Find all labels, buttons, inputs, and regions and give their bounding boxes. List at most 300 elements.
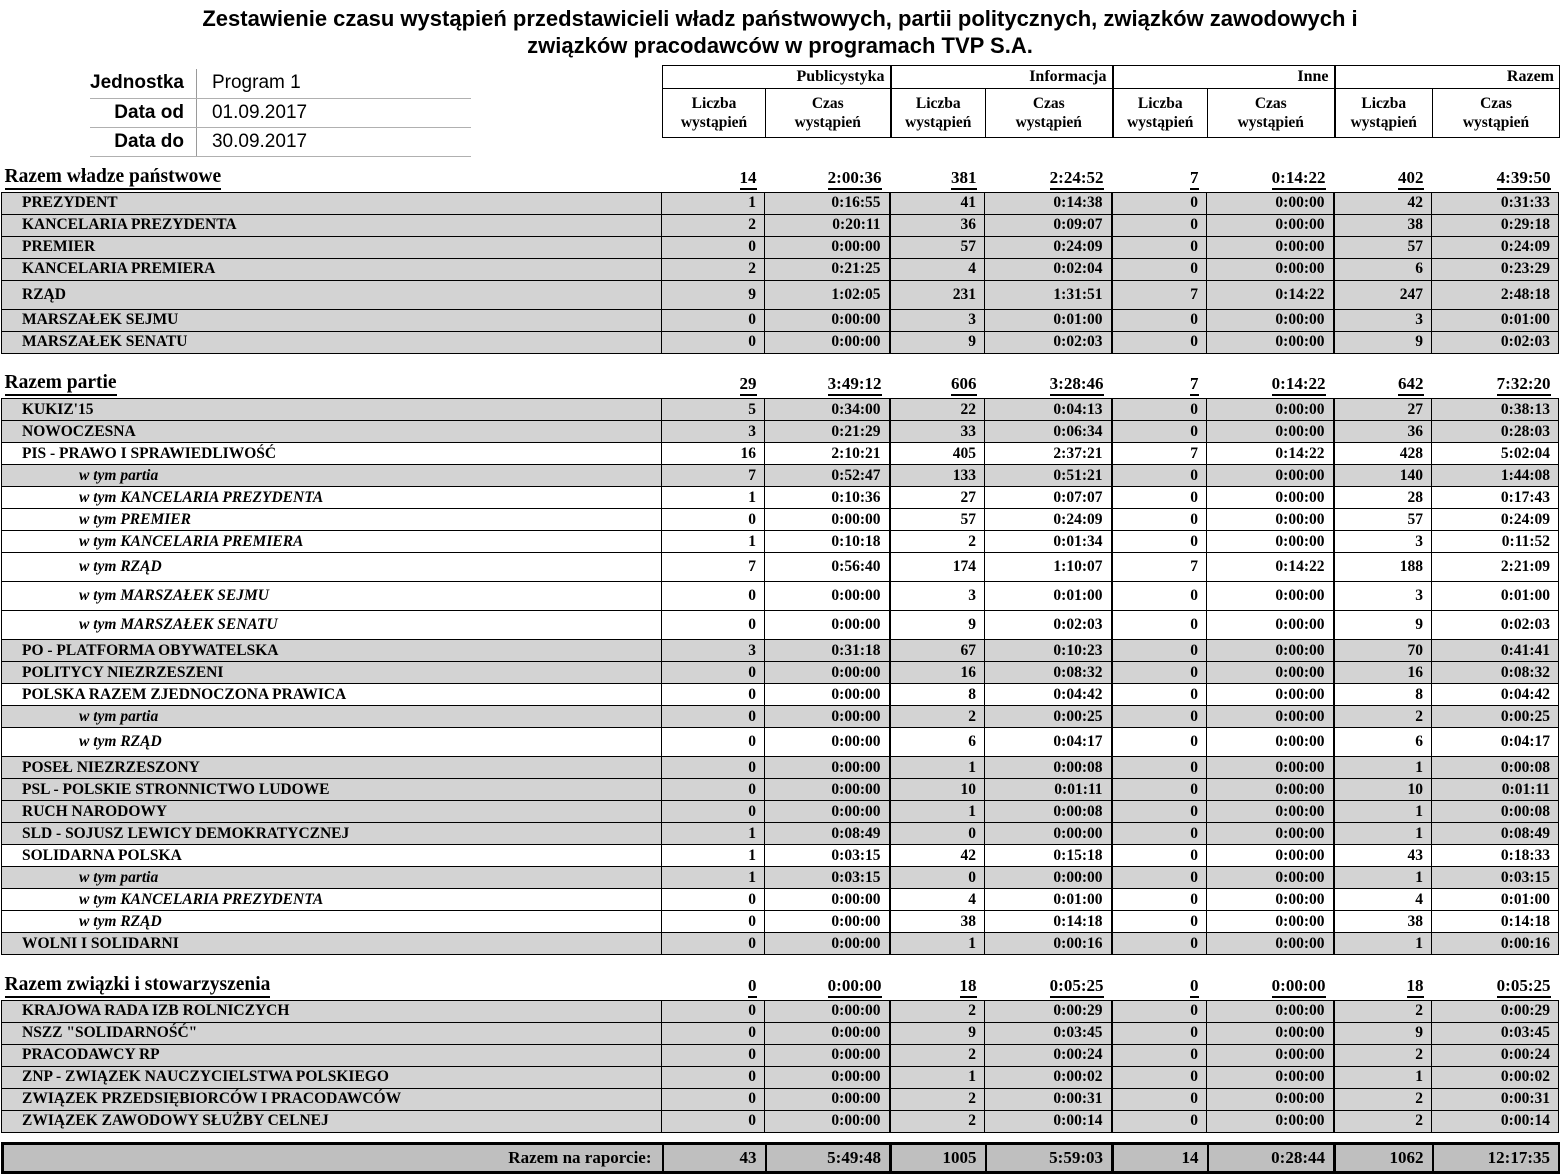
footer-value: 1005 [891, 1143, 986, 1172]
cell-liczba: 4 [890, 258, 985, 280]
section-table [1, 366, 1559, 956]
cell-liczba: 0 [662, 728, 765, 757]
cell-czas: 0:04:17 [1432, 728, 1559, 757]
cell-czas: 0:00:00 [765, 801, 890, 823]
cell-liczba: 6 [1334, 728, 1432, 757]
footer-value: 12:17:35 [1433, 1143, 1560, 1172]
cell-czas: 0:00:16 [985, 933, 1112, 955]
section-title-text: Razem związki i stowarzyszenia [5, 974, 271, 998]
cell-liczba: 3 [1334, 582, 1432, 611]
cell-liczba: 0 [1112, 1110, 1207, 1132]
column-group-4: Razem [1335, 66, 1560, 89]
cell-liczba: 0 [662, 757, 765, 779]
cell-czas: 0:14:18 [985, 911, 1112, 933]
cell-liczba: 9 [890, 331, 985, 353]
meta-row-data-do [90, 127, 471, 156]
section-totals-row [2, 366, 1559, 399]
table-row [2, 509, 1559, 531]
cell-liczba: 0 [1112, 582, 1207, 611]
section-total [662, 366, 765, 399]
cell-czas: 0:00:00 [765, 331, 890, 353]
row-label: MARSZAŁEK SENATU [2, 331, 662, 353]
table-row [2, 611, 1559, 640]
cell-czas: 0:00:00 [1207, 1000, 1334, 1022]
cell-czas: 0:14:18 [1432, 911, 1559, 933]
cell-liczba: 10 [890, 779, 985, 801]
cell-liczba: 0 [662, 309, 765, 331]
cell-liczba: 1 [1334, 933, 1432, 955]
cell-czas: 0:10:18 [765, 531, 890, 553]
cell-liczba: 1 [1334, 823, 1432, 845]
cell-czas: 0:02:03 [985, 611, 1112, 640]
cell-liczba: 36 [1334, 421, 1432, 443]
section-total-value: 7:32:20 [1497, 374, 1551, 396]
cell-liczba: 0 [662, 1088, 765, 1110]
cell-liczba: 0 [1112, 757, 1207, 779]
row-label: PIS - PRAWO I SPRAWIEDLIWOŚĆ [2, 443, 662, 465]
section-total [1334, 366, 1432, 399]
cell-czas: 0:16:55 [765, 192, 890, 214]
meta-row-data-od [90, 98, 471, 127]
cell-czas: 0:03:15 [1432, 867, 1559, 889]
cell-czas: 0:04:17 [985, 728, 1112, 757]
cell-czas: 0:00:00 [1207, 889, 1334, 911]
cell-liczba: 57 [1334, 236, 1432, 258]
cell-liczba: 57 [1334, 509, 1432, 531]
subheader-line: Czas [1254, 95, 1287, 112]
section-total [765, 159, 890, 192]
row-label: SLD - SOJUSZ LEWICY DEMOKRATYCZNEJ [2, 823, 662, 845]
row-label: ZNP - ZWIĄZEK NAUCZYCIELSTWA POLSKIEGO [2, 1066, 662, 1088]
section-total [1112, 366, 1207, 399]
section-total-value: 381 [951, 168, 977, 190]
cell-czas: 0:00:14 [985, 1110, 1112, 1132]
cell-liczba: 28 [1334, 487, 1432, 509]
cell-liczba: 9 [1334, 331, 1432, 353]
cell-liczba: 7 [662, 553, 765, 582]
sections-container [0, 159, 1560, 1133]
columns-header-table [662, 65, 1560, 138]
cell-czas: 0:00:24 [985, 1044, 1112, 1066]
cell-czas: 0:01:00 [985, 582, 1112, 611]
cell-czas: 0:00:00 [1207, 684, 1334, 706]
meta-label: Data do [90, 127, 196, 156]
section-total-value: 4:39:50 [1497, 168, 1551, 190]
table-row [2, 1066, 1559, 1088]
cell-liczba: 0 [1112, 465, 1207, 487]
cell-czas: 0:04:42 [1432, 684, 1559, 706]
cell-liczba: 0 [1112, 889, 1207, 911]
meta-value: 01.09.2017 [196, 98, 471, 127]
cell-liczba: 0 [890, 867, 985, 889]
cell-czas: 0:00:00 [765, 911, 890, 933]
cell-liczba: 0 [662, 331, 765, 353]
section-total [1207, 159, 1334, 192]
cell-czas: 1:10:07 [985, 553, 1112, 582]
cell-liczba: 6 [890, 728, 985, 757]
row-label: POLITYCY NIEZRZESZENI [2, 662, 662, 684]
cell-czas: 0:00:00 [765, 309, 890, 331]
cell-liczba: 1 [662, 531, 765, 553]
subheader-line: wystąpień [680, 114, 748, 131]
cell-liczba: 2 [662, 214, 765, 236]
cell-czas: 1:44:08 [1432, 465, 1559, 487]
cell-liczba: 2 [890, 706, 985, 728]
cell-liczba: 0 [1112, 1044, 1207, 1066]
cell-liczba: 2 [1334, 1000, 1432, 1022]
cell-czas: 0:00:00 [1207, 465, 1334, 487]
cell-liczba: 3 [890, 309, 985, 331]
row-label: KRAJOWA RADA IZB ROLNICZYCH [2, 1000, 662, 1022]
cell-liczba: 8 [890, 684, 985, 706]
cell-czas: 0:01:00 [985, 309, 1112, 331]
cell-czas: 0:14:22 [1207, 280, 1334, 309]
column-subheader [1433, 89, 1560, 138]
cell-liczba: 33 [890, 421, 985, 443]
table-row [2, 582, 1559, 611]
cell-liczba: 0 [662, 684, 765, 706]
cell-czas: 0:00:00 [1207, 1088, 1334, 1110]
cell-liczba: 0 [1112, 258, 1207, 280]
cell-czas: 0:00:00 [985, 867, 1112, 889]
cell-czas: 0:10:36 [765, 487, 890, 509]
cell-czas: 0:00:00 [765, 684, 890, 706]
cell-czas: 0:00:00 [765, 1066, 890, 1088]
cell-liczba: 3 [890, 582, 985, 611]
cell-czas: 0:00:00 [765, 757, 890, 779]
cell-czas: 0:08:49 [1432, 823, 1559, 845]
section-table [1, 967, 1559, 1133]
cell-liczba: 57 [890, 236, 985, 258]
cell-czas: 0:20:11 [765, 214, 890, 236]
cell-czas: 0:09:07 [985, 214, 1112, 236]
cell-czas: 0:00:00 [765, 1044, 890, 1066]
cell-liczba: 0 [1112, 1066, 1207, 1088]
cell-czas: 0:00:00 [1207, 823, 1334, 845]
table-row [2, 331, 1559, 353]
cell-liczba: 133 [890, 465, 985, 487]
cell-czas: 0:00:00 [1207, 236, 1334, 258]
meta-value: Program 1 [196, 69, 471, 98]
section-total [1334, 159, 1432, 192]
subheader-line: wystąpień [794, 114, 861, 131]
cell-czas: 2:48:18 [1432, 280, 1559, 309]
cell-czas: 0:00:08 [985, 801, 1112, 823]
cell-liczba: 0 [1112, 911, 1207, 933]
cell-czas: 0:00:00 [765, 728, 890, 757]
cell-czas: 0:00:00 [765, 779, 890, 801]
row-label: KUKIZ'15 [2, 399, 662, 421]
cell-czas: 0:00:00 [1207, 933, 1334, 955]
cell-liczba: 0 [890, 823, 985, 845]
cell-liczba: 0 [662, 1000, 765, 1022]
cell-liczba: 9 [890, 1022, 985, 1044]
cell-czas: 0:24:09 [1432, 509, 1559, 531]
cell-liczba: 0 [662, 662, 765, 684]
section-total [1432, 159, 1559, 192]
cell-liczba: 1 [662, 192, 765, 214]
cell-czas: 0:24:09 [985, 236, 1112, 258]
cell-czas: 0:08:32 [1432, 662, 1559, 684]
table-row [2, 443, 1559, 465]
row-label: KANCELARIA PREZYDENTA [2, 214, 662, 236]
cell-liczba: 0 [1112, 1000, 1207, 1022]
cell-liczba: 0 [1112, 779, 1207, 801]
cell-czas: 0:00:00 [765, 1088, 890, 1110]
cell-liczba: 0 [662, 933, 765, 955]
cell-liczba: 1 [662, 487, 765, 509]
cell-liczba: 1 [890, 933, 985, 955]
cell-liczba: 247 [1334, 280, 1432, 309]
meta-table [90, 69, 471, 157]
table-row [2, 421, 1559, 443]
cell-czas: 0:00:29 [985, 1000, 1112, 1022]
cell-liczba: 0 [1112, 933, 1207, 955]
cell-czas: 0:00:00 [1207, 640, 1334, 662]
cell-czas: 1:02:05 [765, 280, 890, 309]
table-row [2, 214, 1559, 236]
cell-czas: 0:00:00 [1207, 487, 1334, 509]
cell-liczba: 0 [1112, 845, 1207, 867]
cell-liczba: 5 [662, 399, 765, 421]
subheader-line: Czas [1480, 95, 1512, 112]
cell-liczba: 2 [890, 531, 985, 553]
table-row [2, 889, 1559, 911]
cell-liczba: 0 [1112, 331, 1207, 353]
section-total-value: 0 [748, 976, 757, 998]
cell-liczba: 0 [662, 582, 765, 611]
cell-czas: 0:34:00 [765, 399, 890, 421]
cell-czas: 0:00:00 [1207, 331, 1334, 353]
column-subheaders-row [663, 89, 1560, 138]
section-title [2, 967, 662, 1000]
row-label: PREZYDENT [2, 192, 662, 214]
cell-liczba: 2 [662, 258, 765, 280]
meta-value: 30.09.2017 [196, 127, 471, 156]
cell-liczba: 7 [662, 465, 765, 487]
row-label: ZWIĄZEK ZAWODOWY SŁUŻBY CELNEJ [2, 1110, 662, 1132]
row-label: POLSKA RAZEM ZJEDNOCZONA PRAWICA [2, 684, 662, 706]
cell-czas: 0:00:00 [1207, 757, 1334, 779]
cell-czas: 0:00:31 [1432, 1088, 1559, 1110]
section-total-value: 2:00:36 [828, 168, 882, 190]
section-total [1432, 366, 1559, 399]
cell-czas: 0:00:00 [765, 509, 890, 531]
footer-table [1, 1142, 1560, 1174]
cell-liczba: 16 [890, 662, 985, 684]
cell-liczba: 1 [1334, 757, 1432, 779]
section-total-value: 0:14:22 [1272, 374, 1326, 396]
cell-liczba: 41 [890, 192, 985, 214]
cell-czas: 0:03:45 [985, 1022, 1112, 1044]
cell-czas: 0:56:40 [765, 553, 890, 582]
table-row [2, 258, 1559, 280]
cell-czas: 0:14:38 [985, 192, 1112, 214]
cell-czas: 0:02:03 [985, 331, 1112, 353]
footer-value: 5:49:48 [766, 1143, 891, 1172]
cell-czas: 0:00:00 [1207, 662, 1334, 684]
cell-liczba: 27 [1334, 399, 1432, 421]
cell-liczba: 1 [1334, 801, 1432, 823]
row-label: WOLNI I SOLIDARNI [2, 933, 662, 955]
cell-liczba: 0 [1112, 487, 1207, 509]
cell-czas: 0:00:00 [1207, 779, 1334, 801]
cell-czas: 0:04:13 [985, 399, 1112, 421]
cell-czas: 0:04:42 [985, 684, 1112, 706]
cell-czas: 0:00:25 [1432, 706, 1559, 728]
cell-czas: 2:37:21 [985, 443, 1112, 465]
table-row [2, 706, 1559, 728]
section-total-value: 0:05:25 [1497, 976, 1551, 998]
cell-liczba: 0 [1112, 867, 1207, 889]
cell-liczba: 0 [1112, 421, 1207, 443]
section-totals-row [2, 967, 1559, 1000]
section-total-value: 0:05:25 [1050, 976, 1104, 998]
section-title [2, 159, 662, 192]
cell-czas: 0:00:25 [985, 706, 1112, 728]
cell-liczba: 36 [890, 214, 985, 236]
cell-liczba: 10 [1334, 779, 1432, 801]
row-label: w tym KANCELARIA PREMIERA [2, 531, 662, 553]
subheader-line: Liczba [691, 95, 737, 112]
section-total-value: 3:28:46 [1050, 374, 1104, 396]
table-row [2, 553, 1559, 582]
cell-czas: 0:00:00 [1207, 214, 1334, 236]
cell-czas: 0:00:00 [1207, 801, 1334, 823]
cell-liczba: 2 [890, 1044, 985, 1066]
cell-czas: 0:00:02 [1432, 1066, 1559, 1088]
section-total-value: 0:00:00 [1272, 976, 1326, 998]
cell-liczba: 0 [1112, 531, 1207, 553]
row-label: KANCELARIA PREMIERA [2, 258, 662, 280]
cell-liczba: 27 [890, 487, 985, 509]
section-title-text: Razem partie [5, 372, 117, 396]
cell-liczba: 1 [662, 845, 765, 867]
row-label: w tym RZĄD [2, 728, 662, 757]
cell-czas: 0:00:00 [1207, 1022, 1334, 1044]
row-label: w tym MARSZAŁEK SENATU [2, 611, 662, 640]
cell-czas: 0:38:13 [1432, 399, 1559, 421]
cell-liczba: 0 [1112, 399, 1207, 421]
cell-liczba: 0 [662, 779, 765, 801]
table-row [2, 1000, 1559, 1022]
cell-liczba: 2 [1334, 1044, 1432, 1066]
cell-liczba: 231 [890, 280, 985, 309]
row-label: w tym partia [2, 465, 662, 487]
cell-czas: 0:31:33 [1432, 192, 1559, 214]
cell-czas: 0:31:18 [765, 640, 890, 662]
cell-czas: 0:15:18 [985, 845, 1112, 867]
cell-liczba: 0 [662, 706, 765, 728]
column-group-1: Publicystyka [663, 66, 891, 89]
cell-czas: 5:02:04 [1432, 443, 1559, 465]
section-total-value: 0:00:00 [828, 976, 882, 998]
cell-liczba: 2 [1334, 1110, 1432, 1132]
table-row [2, 192, 1559, 214]
section-total-value: 402 [1398, 168, 1424, 190]
cell-liczba: 0 [662, 1066, 765, 1088]
table-row [2, 487, 1559, 509]
section-total-value: 7 [1190, 374, 1199, 396]
section-total [1334, 967, 1432, 1000]
cell-liczba: 0 [662, 611, 765, 640]
cell-czas: 0:14:22 [1207, 553, 1334, 582]
table-row [2, 684, 1559, 706]
section-total-value: 3:49:12 [828, 374, 882, 396]
cell-liczba: 0 [1112, 684, 1207, 706]
cell-czas: 0:00:00 [985, 823, 1112, 845]
section-totals-row [2, 159, 1559, 192]
cell-czas: 0:00:00 [1207, 911, 1334, 933]
row-label: MARSZAŁEK SEJMU [2, 309, 662, 331]
cell-czas: 0:03:15 [765, 845, 890, 867]
row-label: w tym KANCELARIA PREZYDENTA [2, 487, 662, 509]
cell-czas: 0:00:00 [1207, 1044, 1334, 1066]
column-subheader [1335, 89, 1433, 138]
column-group-3: Inne [1113, 66, 1335, 89]
row-label: w tym PREMIER [2, 509, 662, 531]
cell-liczba: 1 [890, 757, 985, 779]
cell-czas: 0:00:24 [1432, 1044, 1559, 1066]
cell-czas: 0:00:08 [985, 757, 1112, 779]
cell-czas: 0:00:00 [1207, 728, 1334, 757]
cell-liczba: 0 [662, 889, 765, 911]
cell-czas: 0:21:25 [765, 258, 890, 280]
cell-czas: 0:00:00 [1207, 611, 1334, 640]
cell-czas: 0:21:29 [765, 421, 890, 443]
cell-czas: 0:01:11 [1432, 779, 1559, 801]
cell-liczba: 3 [662, 640, 765, 662]
section-title [2, 366, 662, 399]
cell-czas: 0:11:52 [1432, 531, 1559, 553]
cell-czas: 0:00:14 [1432, 1110, 1559, 1132]
subheader-line: Liczba [915, 95, 961, 112]
cell-liczba: 0 [1112, 801, 1207, 823]
cell-liczba: 38 [1334, 911, 1432, 933]
table-row [2, 933, 1559, 955]
cell-czas: 0:00:08 [1432, 757, 1559, 779]
cell-liczba: 38 [1334, 214, 1432, 236]
cell-czas: 0:00:00 [765, 889, 890, 911]
section-total-value: 18 [1407, 976, 1424, 998]
cell-czas: 0:28:03 [1432, 421, 1559, 443]
cell-liczba: 0 [1112, 1022, 1207, 1044]
cell-czas: 0:00:00 [1207, 421, 1334, 443]
cell-czas: 0:10:23 [985, 640, 1112, 662]
cell-czas: 0:00:00 [765, 236, 890, 258]
cell-czas: 0:00:00 [1207, 867, 1334, 889]
subheader-line: Czas [811, 95, 844, 112]
cell-czas: 1:31:51 [985, 280, 1112, 309]
subheader-line: wystąpień [1127, 114, 1194, 131]
column-subheader [766, 89, 891, 138]
section-total [985, 159, 1112, 192]
table-row [2, 465, 1559, 487]
row-label: w tym RZĄD [2, 911, 662, 933]
table-row [2, 399, 1559, 421]
subheader-line: Czas [1032, 95, 1065, 112]
cell-liczba: 3 [1334, 531, 1432, 553]
cell-czas: 0:23:29 [1432, 258, 1559, 280]
cell-czas: 0:00:00 [1207, 309, 1334, 331]
section-total-value: 7 [1190, 168, 1199, 190]
section-total [662, 159, 765, 192]
cell-czas: 0:00:00 [1207, 509, 1334, 531]
row-label: RUCH NARODOWY [2, 801, 662, 823]
cell-czas: 0:00:00 [765, 582, 890, 611]
row-label: SOLIDARNA POLSKA [2, 845, 662, 867]
cell-liczba: 7 [1112, 280, 1207, 309]
